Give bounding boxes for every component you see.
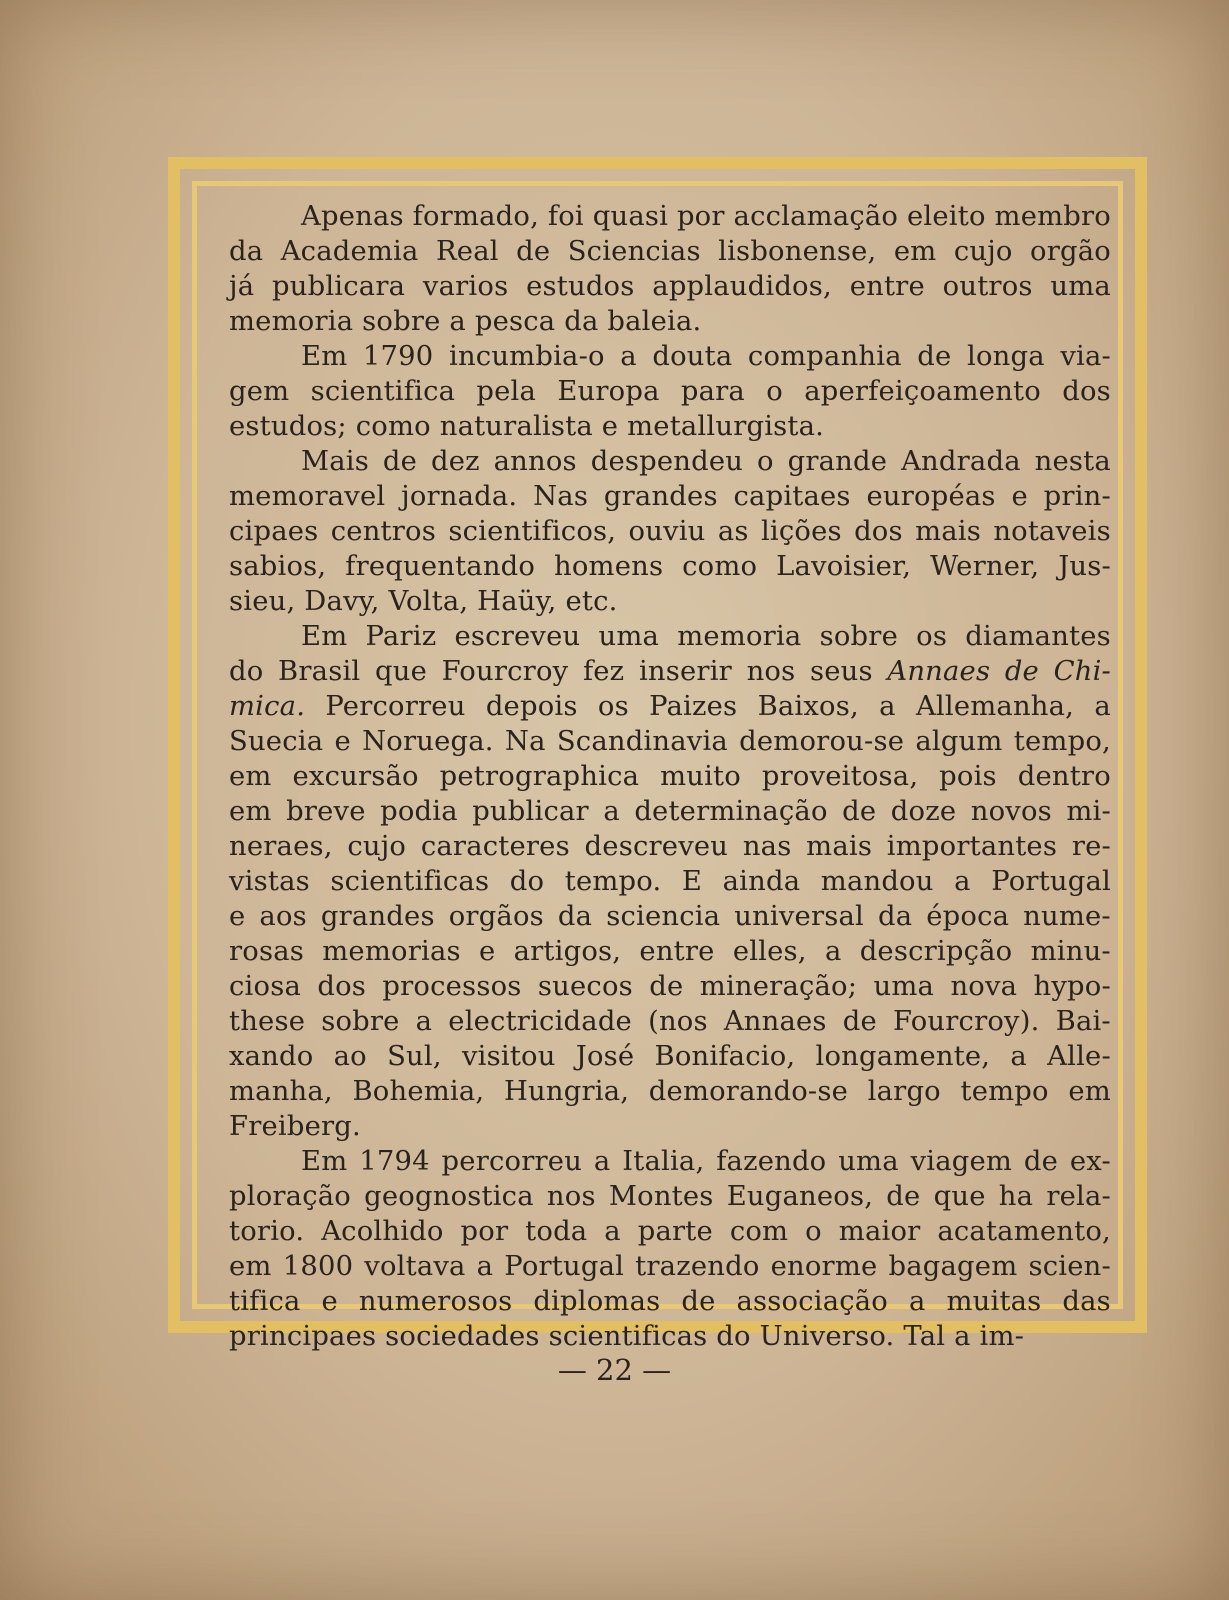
text-line: principaes sociedades scientificas do Universo. Tal a im- xyxy=(229,1321,1025,1352)
text-line: memoravel jornada. Nas grandes capitaes européas e prin- xyxy=(229,481,1111,512)
page-number: — 22 — xyxy=(557,1353,672,1387)
text-line: manha, Bohemia, Hungria, demorando-se largo tempo em xyxy=(229,1076,1111,1107)
text-line: ploração geognostica nos Montes Euganeos, de que ha rela- xyxy=(229,1181,1111,1212)
text-line: xando ao Sul, visitou José Bonifacio, longamente, a Alle- xyxy=(229,1041,1111,1072)
text-line: em excursão petrographica muito proveitosa, pois dentro xyxy=(229,761,1111,792)
text-line: Em 1790 incumbia-o a douta companhia de longa via- xyxy=(301,341,1111,372)
text-line: gem scientifica pela Europa para o aperfeiçoamento dos xyxy=(229,376,1111,407)
text-line: Apenas formado, foi quasi por acclamação eleito membro xyxy=(301,201,1111,232)
text-line: Mais de dez annos despendeu o grande Andrada nesta xyxy=(301,446,1111,477)
text-line: e aos grandes orgãos da sciencia universal da época nume- xyxy=(229,901,1111,932)
text-line: Em 1794 percorreu a Italia, fazendo uma viagem de ex- xyxy=(301,1146,1111,1177)
text-line: neraes, cujo caracteres descreveu nas mais importantes re- xyxy=(229,831,1111,862)
text-line: já publicara varios estudos applaudidos, entre outros uma xyxy=(229,271,1111,302)
text-line: sabios, frequentando homens como Lavoisier, Werner, Jus- xyxy=(229,551,1111,582)
text-line: ciosa dos processos suecos de mineração; uma nova hypo- xyxy=(229,971,1111,1002)
text-line: em 1800 voltava a Portugal trazendo enorme bagagem scien- xyxy=(229,1251,1111,1282)
text-line: Freiberg. xyxy=(229,1111,361,1142)
text-line: tifica e numerosos diplomas de associação a muitas das xyxy=(229,1286,1111,1317)
text-line: sieu, Davy, Volta, Haüy, etc. xyxy=(229,586,618,617)
text-line: Suecia e Noruega. Na Scandinavia demorou-se algum tempo, xyxy=(229,726,1111,757)
text-line: estudos; como naturalista e metallurgista. xyxy=(229,411,825,442)
text-line: da Academia Real de Sciencias lisbonense, em cujo orgão xyxy=(229,236,1111,267)
text-line: these sobre a electricidade (nos Annaes de Fourcroy). Bai- xyxy=(229,1006,1111,1037)
text-line: do Brasil que Fourcroy fez inserir nos seus Annaes de Chi- xyxy=(229,656,1111,687)
body-text xyxy=(229,199,1111,1354)
text-line: Em Pariz escreveu uma memoria sobre os diamantes xyxy=(301,621,1111,652)
text-line: mica. Percorreu depois os Paizes Baixos, a Allemanha, a xyxy=(229,691,1111,722)
text-line: em breve podia publicar a determinação de doze novos mi- xyxy=(229,796,1111,827)
text-line: torio. Acolhido por toda a parte com o maior acatamento, xyxy=(229,1216,1111,1247)
text-line: vistas scientificas do tempo. E ainda mandou a Portugal xyxy=(229,866,1111,897)
text-line: memoria sobre a pesca da baleia. xyxy=(229,306,702,337)
text-line: rosas memorias e artigos, entre elles, a descripção minu- xyxy=(229,936,1111,967)
text-line: cipaes centros scientificos, ouviu as lições dos mais notaveis xyxy=(229,516,1111,547)
